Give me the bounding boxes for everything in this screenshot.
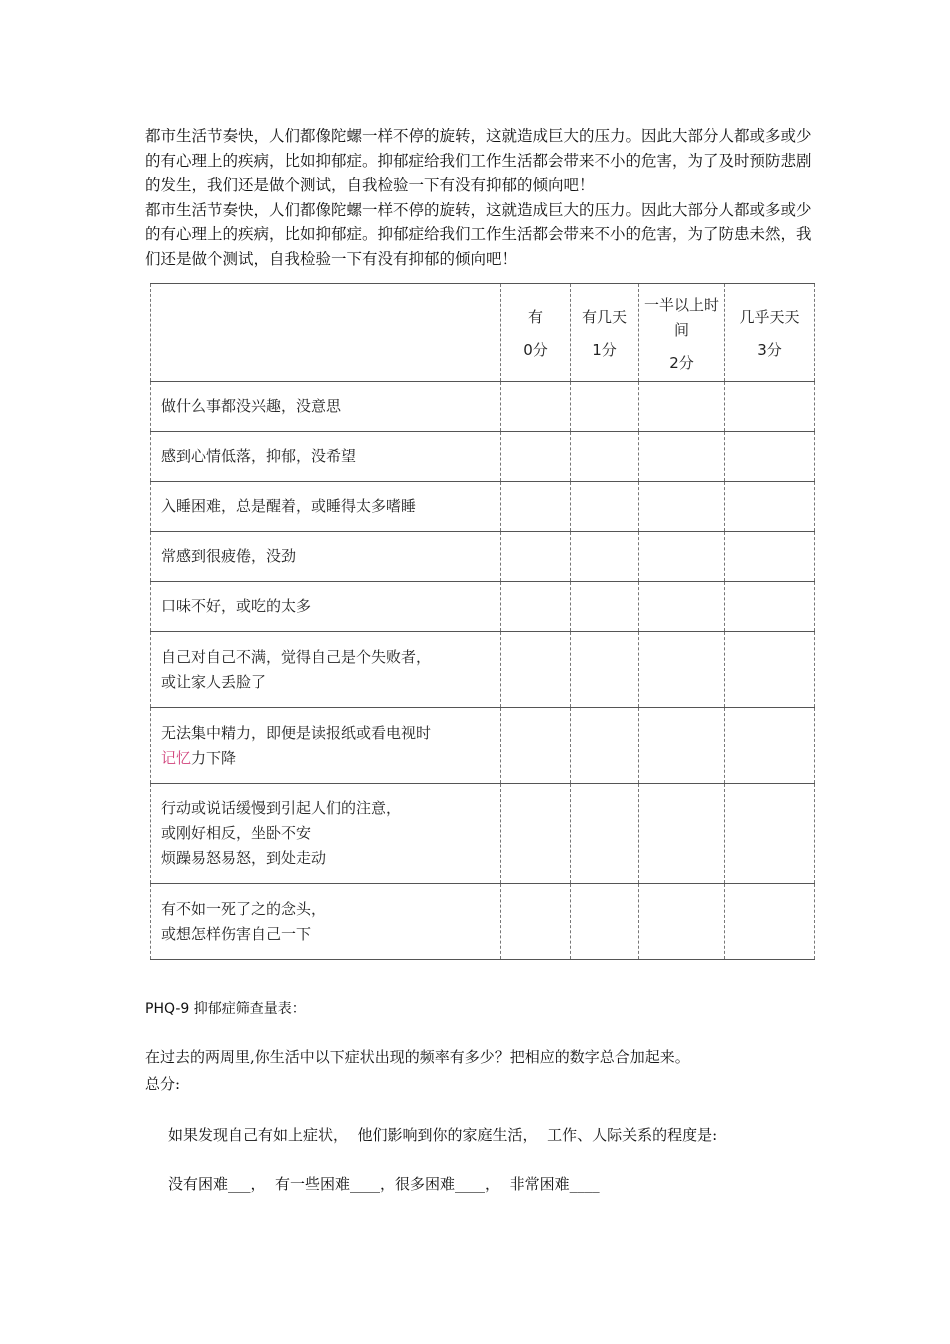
- answer-cell[interactable]: [571, 582, 639, 632]
- question-text: [161, 721, 490, 771]
- header-score: 1分: [592, 341, 617, 359]
- table-row: [151, 582, 815, 632]
- answer-cell[interactable]: [501, 382, 571, 432]
- impact-question: 如果发现自己有如上症状， 他们影响到你的家庭生活， 工作、人际关系的程度是:: [168, 1126, 718, 1144]
- header-question-cell: [151, 284, 501, 382]
- answer-cell[interactable]: [639, 482, 725, 532]
- answer-cell[interactable]: [501, 784, 571, 884]
- answer-cell[interactable]: [639, 884, 725, 960]
- answer-cell[interactable]: [639, 784, 725, 884]
- answer-cell[interactable]: [571, 632, 639, 708]
- header-cell: [725, 284, 815, 382]
- answer-cell[interactable]: [639, 382, 725, 432]
- answer-cell[interactable]: [639, 432, 725, 482]
- table-row: [151, 632, 815, 708]
- frequency-question: 在过去的两周里,你生活中以下症状出现的频率有多少？把相应的数字总合加起来。: [145, 1048, 690, 1066]
- answer-cell[interactable]: [501, 582, 571, 632]
- answer-cell[interactable]: [725, 432, 815, 482]
- answer-cell[interactable]: [501, 708, 571, 784]
- phq9-title: PHQ-9 抑郁症筛查量表：: [145, 1001, 306, 1017]
- answer-cell[interactable]: [639, 582, 725, 632]
- total-score-label: 总分:: [145, 1075, 181, 1093]
- header-label: 一半以上时间: [643, 295, 719, 339]
- answer-cell[interactable]: [725, 532, 815, 582]
- answer-cell[interactable]: [725, 884, 815, 960]
- question-text: 常感到很疲倦，没劲: [161, 547, 297, 565]
- table-row: [151, 382, 815, 432]
- table-header-row: [151, 284, 815, 382]
- table-row: [151, 884, 815, 960]
- header-label: 有几天: [581, 308, 627, 326]
- answer-cell[interactable]: [571, 532, 639, 582]
- answer-cell[interactable]: [639, 708, 725, 784]
- answer-cell[interactable]: [501, 884, 571, 960]
- answer-cell[interactable]: [639, 532, 725, 582]
- header-cell: [571, 284, 639, 382]
- highlight-link[interactable]: 记忆: [161, 748, 192, 767]
- header-score: 0分: [523, 341, 548, 359]
- header-score: 2分: [669, 353, 694, 372]
- table-row: [151, 532, 815, 582]
- answer-cell[interactable]: [571, 432, 639, 482]
- header-score: 3分: [757, 341, 782, 359]
- answer-cell[interactable]: [639, 632, 725, 708]
- header-label: 几乎天天: [739, 308, 800, 326]
- answer-cell[interactable]: [571, 382, 639, 432]
- header-cell: [501, 284, 571, 382]
- answer-cell[interactable]: [725, 708, 815, 784]
- answer-cell[interactable]: [571, 708, 639, 784]
- answer-cell[interactable]: [501, 632, 571, 708]
- answer-cell[interactable]: [501, 432, 571, 482]
- answer-cell[interactable]: [501, 532, 571, 582]
- intro-paragraph-2: 都市生活节奏快，人们都像陀螺一样不停的旋转，这就造成巨大的压力。因此大部分人都或多或少的有心理上的疾病，比如抑郁症。抑郁症给我们工作生活都会带来不小的危害，为了防患未然，我们还是做个测试，自我检验一下有没有抑郁的倾向吧！: [145, 200, 812, 268]
- question-text: 做什么事都没兴趣，没意思: [161, 397, 342, 415]
- intro-text: [145, 124, 825, 271]
- answer-cell[interactable]: [725, 632, 815, 708]
- answer-cell[interactable]: [571, 482, 639, 532]
- difficulty-options: 没有困难___， 有一些困难____，很多困难____， 非常困难____: [168, 1175, 600, 1193]
- table-row: [151, 482, 815, 532]
- answer-cell[interactable]: [725, 784, 815, 884]
- answer-cell[interactable]: [501, 482, 571, 532]
- table-row: [151, 432, 815, 482]
- question-text-part: 力下降: [191, 748, 237, 767]
- question-text: 感到心情低落，抑郁，没希望: [161, 447, 357, 465]
- header-label: 有: [527, 308, 543, 326]
- question-text: 入睡困难，总是醒着，或睡得太多嗜睡: [161, 497, 417, 515]
- answer-cell[interactable]: [571, 784, 639, 884]
- header-cell: [639, 284, 725, 382]
- question-text-part: 无法集中精力，即便是读报纸或看电视时: [161, 723, 432, 742]
- answer-cell[interactable]: [725, 482, 815, 532]
- table-row: [151, 784, 815, 884]
- table-row: [151, 708, 815, 784]
- question-text: 口味不好，或吃的太多: [161, 597, 312, 615]
- question-text: 自己对自己不满，觉得自己是个失败者， 或让家人丢脸了: [161, 647, 432, 691]
- question-text: 有不如一死了之的念头， 或想怎样伤害自己一下: [161, 899, 327, 943]
- answer-cell[interactable]: [571, 884, 639, 960]
- question-text: 行动或说话缓慢到引起人们的注意， 或刚好相反，坐卧不安 烦躁易怒易怒，到处走动: [161, 799, 402, 867]
- answer-cell[interactable]: [725, 582, 815, 632]
- phq9-table: [150, 283, 815, 960]
- answer-cell[interactable]: [725, 382, 815, 432]
- intro-paragraph-1: 都市生活节奏快，人们都像陀螺一样不停的旋转，这就造成巨大的压力。因此大部分人都或多或少的有心理上的疾病，比如抑郁症。抑郁症给我们工作生活都会带来不小的危害，为了及时预防悲剧的发生，我们还是做个测试，自我检验一下有没有抑郁的倾向吧！: [145, 127, 812, 194]
